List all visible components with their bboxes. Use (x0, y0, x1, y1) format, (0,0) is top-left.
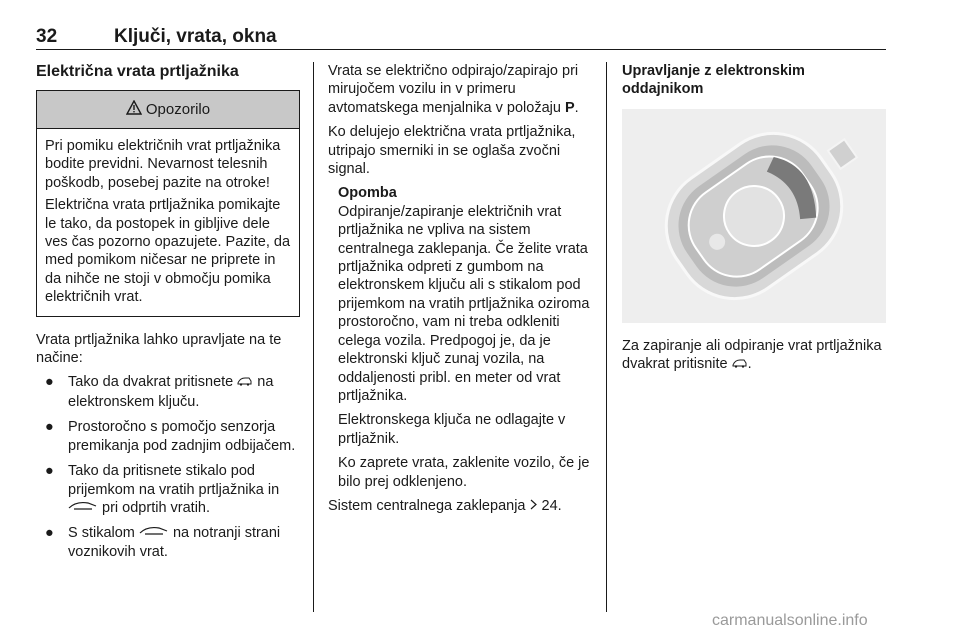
warning-label: Opozorilo (145, 101, 211, 118)
intro-paragraph: Vrata prtljažnika lahko upravljate na te načine: (36, 331, 282, 367)
bullet-list (36, 373, 300, 561)
caption: Za zapiranje ali odpiranje vrat prtljažnika dvakrat pritisnite . (622, 337, 882, 373)
tailgate-switch-icon (68, 500, 98, 516)
paragraph: Ko delujejo električna vrata prtljažnika, utripajo smerniki in se oglaša zvočni signal. (328, 124, 576, 178)
warning-body (37, 129, 299, 316)
column-1 (36, 62, 300, 568)
note-title: Opomba (338, 185, 397, 202)
cross-reference: Sistem centralnega zaklepanja 24. (328, 497, 562, 514)
key-fob-illustration (622, 109, 886, 323)
header-divider (36, 49, 886, 50)
warning-paragraph: Električna vrata prtljažnika pomikajte le tako, da postopek in gibljive dele ves čas pozorno opazujete. Pazite, da med pomikom ničesar ne priprete in da nihče ne stoji v območju pomika električnih vrat. (45, 197, 291, 306)
warning-paragraph: Pri pomiku električnih vrat prtljažnika bodite previdni. Nevarnost telesnih poškodb, posebej pazite na otroke! (45, 138, 281, 191)
page-number: 32 (36, 26, 58, 47)
tailgate-icon (732, 356, 748, 372)
column-divider-2 (606, 62, 607, 612)
tailgate-switch-icon (139, 525, 169, 541)
section-title: Električna vrata prtljažnika (36, 63, 239, 80)
warning-box (36, 90, 300, 317)
note-block (328, 184, 592, 491)
warning-triangle-icon (126, 100, 142, 119)
chapter-title: Ključi, vrata, okna (114, 26, 277, 47)
list-item: ● Prostoročno s pomočjo senzorja premikanja pod zadnjim odbijačem. (45, 419, 296, 454)
column-3 (622, 62, 886, 380)
tailgate-icon (237, 375, 253, 390)
note-paragraph: Ko zaprete vrata, zaklenite vozilo, če je bilo prej odklenjeno. (338, 455, 590, 490)
subsection-title: Upravljanje z elektronskim oddajnikom (622, 63, 805, 98)
warning-header (37, 91, 299, 129)
note-paragraph: Odpiranje/zapiranje električnih vrat prtljažnika ne vpliva na sistem centralnega zaklepanja. Če želite vrata prtljažnika odpreti z gumbom na elektronskem ključu ali s stikalom pod prijemkom na vratih prtljažnika oziroma prostoročno, vam ni treba odkleniti celega vozila. Predpogoj je, da je elektronski ključ zunaj vozila, na oddaljenosti pribl. en meter od vrat prtljažnika. (338, 203, 590, 404)
list-item: ● S stikalom na notranji strani voznikovih vrat. (45, 525, 281, 560)
paragraph: Vrata se električno odpirajo/zapirajo pri mirujočem vozilu in v primeru avtomatskega menjalnika v položaju P. (328, 63, 579, 116)
watermark: carmanualsonline.info (712, 612, 868, 629)
column-divider-1 (313, 62, 314, 612)
xref-arrow-icon (530, 498, 538, 514)
list-item: ● Tako da pritisnete stikalo pod prijemkom na vratih prtljažnika in pri odprtih vratih. (45, 463, 280, 516)
page-header (36, 26, 886, 50)
note-paragraph: Elektronskega ključa ne odlagajte v prtljažnik. (338, 412, 566, 447)
column-2 (328, 62, 592, 521)
list-item: ● Tako da dvakrat pritisnete na elektronskem ključu. (45, 374, 274, 410)
